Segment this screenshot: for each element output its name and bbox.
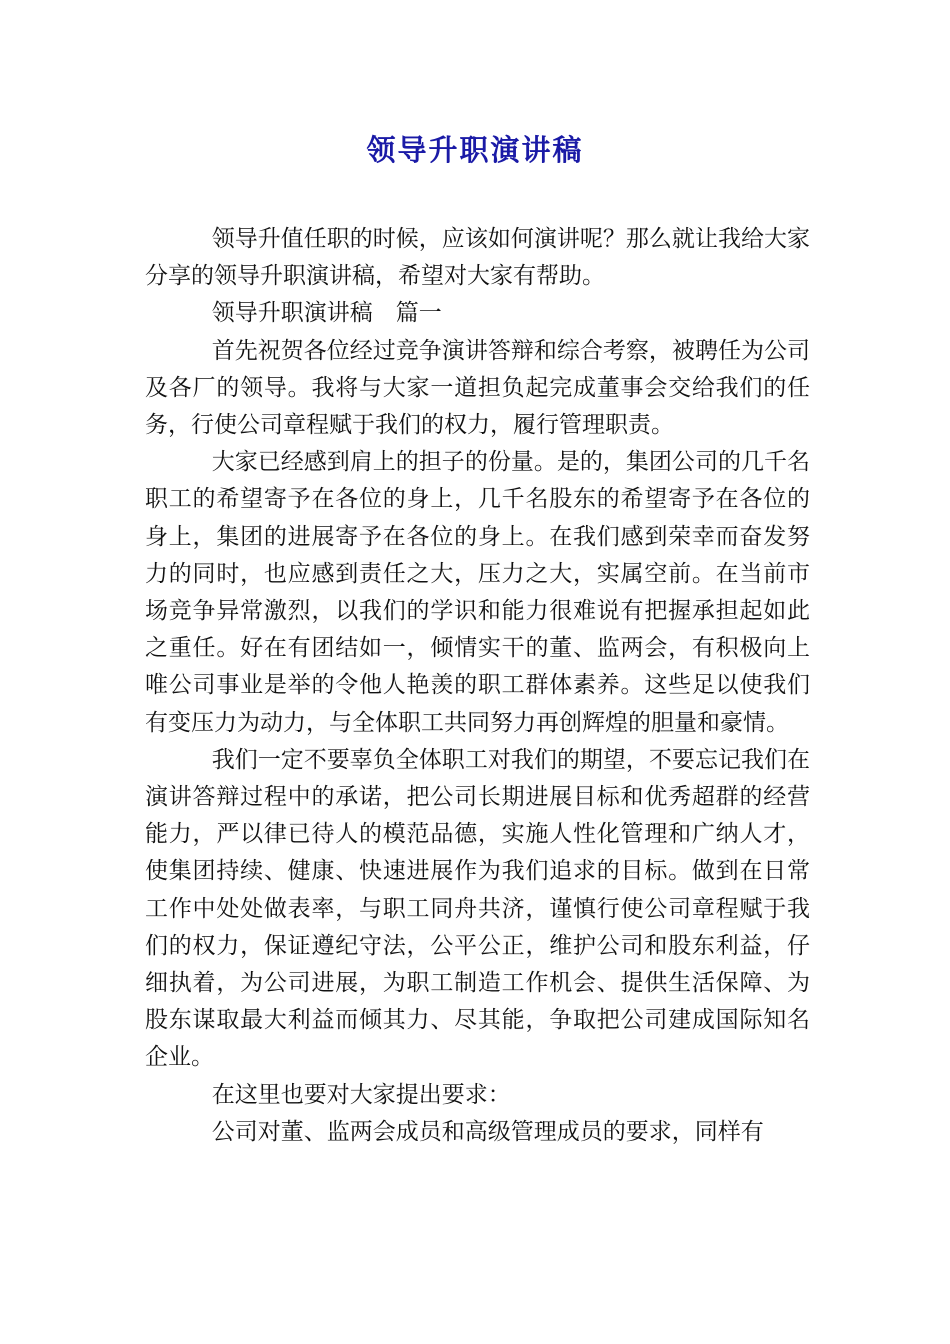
paragraph-intro: 领导升值任职的时候，应该如何演讲呢？那么就让我给大家分享的领导升职演讲稿，希望对大家有帮助。 — [145, 226, 810, 290]
paragraph: 首先祝贺各位经过竞争演讲答辩和综合考察，被聘任为公司及各厂的领导。我将与大家一道担负起完成董事会交给我们的任务，行使公司章程赋于我们的权力，履行管理职责。 — [145, 337, 810, 439]
paragraph: 大家已经感到肩上的担子的份量。是的，集团公司的几千名职工的希望寄予在各位的身上，几千名股东的希望寄予在各位的身上，集团的进展寄予在各位的身上。在我们感到荣幸而奋发努力的同时，也应感到责任之大，压力之大，实属空前。在当前市场竞争异常激烈，以我们的学识和能力很难说有把握承担起如此之重任。好在有团结如一，倾情实干的董、监两会，有积极向上唯公司事业是举的令他人艳羡的职工群体素养。这些足以使我们有变压力为动力，与全体职工共同努力再创辉煌的胆量和豪情。 — [145, 449, 810, 736]
document-title: 领导升职演讲稿 — [366, 133, 584, 167]
section-heading: 领导升职演讲稿 篇一 — [211, 300, 442, 327]
document-body — [145, 221, 810, 1151]
paragraph: 在这里也要对大家提出要求： — [211, 1081, 511, 1108]
paragraph: 我们一定不要辜负全体职工对我们的期望，不要忘记我们在演讲答辩过程中的承诺，把公司长期进展目标和优秀超群的经营能力，严以律已待人的模范品德，实施人性化管理和广纳人才，使集团持续、健康、快速进展作为我们追求的目标。做到在日常工作中处处做表率，与职工同舟共济，谨慎行使公司章程赋于我们的权力，保证遵纪守法，公平公正，维护公司和股东利益，仔细执着，为公司进展，为职工制造工作机会、提供生活保障、为股东谋取最大利益而倾其力、尽其能，争取把公司建成国际知名企业。 — [145, 746, 810, 1071]
paragraph: 公司对董、监两会成员和高级管理成员的要求，同样有 — [211, 1118, 764, 1145]
